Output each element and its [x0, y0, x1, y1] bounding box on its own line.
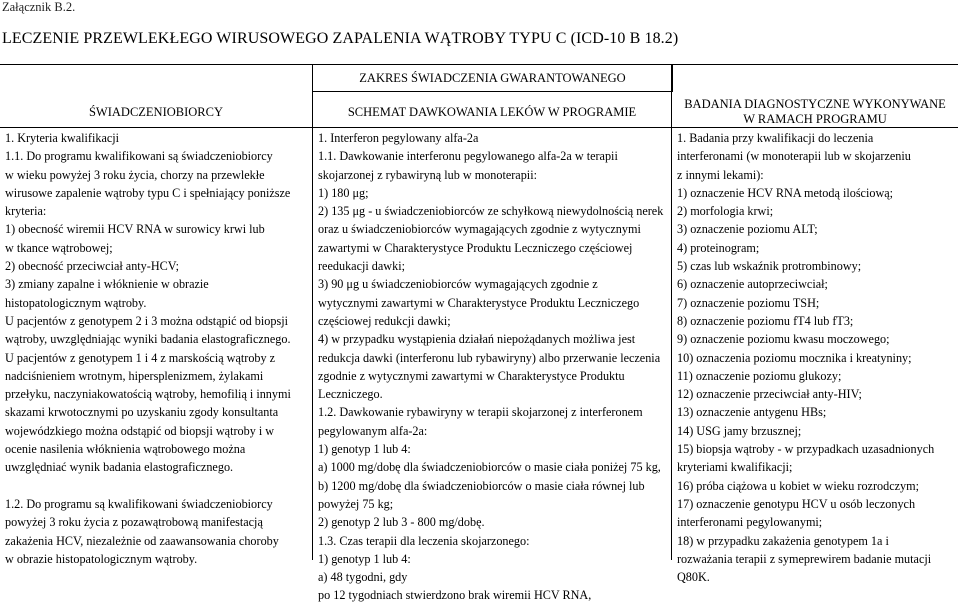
header-divider [0, 127, 958, 128]
dosing-text-line: Leczniczego. [318, 387, 383, 402]
dosing-text-line: wytycznymi zawartymi w Charakterystyce Produktu Leczniczego [318, 295, 640, 310]
dosing-text-line: 1) 180 μg; [318, 185, 369, 200]
dosing-text-line: a) 48 tygodni, gdy [318, 570, 408, 585]
dosing-text-line: 1) genotyp 1 lub 4: [318, 442, 411, 457]
diagnostics-text-line: 7) oznaczenie poziomu TSH; [677, 295, 820, 310]
dosing-text-line: b) 1200 mg/dobę dla świadczeniobiorców o masie ciała równej lub [318, 478, 645, 493]
dosing-text-line: 1.2. Dawkowanie rybawiryny w terapii skojarzonej z interferonem [318, 405, 643, 420]
beneficiaries-text-line: wirusowe zapalenie wątroby typu C i spełniający poniższe [5, 185, 291, 200]
beneficiaries-text-line: przełyku, naczyniakowatością wątroby, hemofilią i innymi [5, 387, 291, 402]
beneficiaries-text-line: 2) obecność przeciwciał anty-HCV; [5, 259, 180, 274]
dosing-text-line: oraz u świadczeniobiorców wymagających zgodnie z wytycznymi [318, 222, 641, 237]
dosing-text-line: 1. Interferon pegylowany alfa-2a [318, 131, 479, 145]
dosing-schedule [318, 129, 670, 605]
diagnostics-text-line: 11) oznaczenie poziomu glukozy; [677, 368, 842, 383]
diagnostic-tests [677, 129, 957, 586]
dosing-text-line: 2) genotyp 2 lub 3 - 800 mg/dobę. [318, 515, 485, 530]
col-header-beneficiaries: ŚWIADCZENIOBIORCY [88, 105, 224, 119]
diagnostics-text-line: 1) oznaczenie HCV RNA metodą ilościową; [677, 185, 894, 200]
beneficiaries-text-line: histopatologicznym wątroby. [5, 295, 147, 310]
beneficiaries-text-line: zakażenia HCV, niezależnie od zaawansowania choroby [5, 533, 279, 548]
document-title: LECZENIE PRZEWLEKŁEGO WIRUSOWEGO ZAPALENIA WĄTROBY TYPU C (ICD-10 B 18.2) [2, 30, 679, 47]
dosing-text-line: skojarzonej z rybawiryną lub w monoterapii: [318, 167, 537, 182]
dosing-text-line: 1.1. Dawkowanie interferonu pegylowanego alfa-2a w terapii [318, 149, 618, 164]
col-header-diagnostics [672, 97, 958, 127]
dosing-text-line: 2) 135 μg - u świadczeniobiorców ze schyłkową niewydolnością nerek [318, 204, 664, 219]
beneficiaries-text-line: wątroby, uwzględniając wyniki badania elastograficznego. [5, 332, 291, 347]
beneficiaries-text-line: kryteria: [5, 204, 47, 219]
diagnostics-text-line: 1. Badania przy kwalifikacji do leczenia [677, 131, 874, 145]
dosing-text-line: częściowej redukcji dawki; [318, 313, 451, 328]
annex-label: Załącznik B.2. [2, 0, 76, 14]
diagnostics-text-line: Q80K. [677, 570, 710, 585]
diagnostics-text-line: z innymi lekami): [677, 167, 764, 182]
beneficiaries-text-line: powyżej 3 roku życia z pozawątrobową manifestacją [5, 515, 263, 530]
diagnostics-text-line: 4) proteinogram; [677, 240, 760, 255]
beneficiaries-text-line: U pacjentów z genotypem 1 i 4 z marskością wątroby z [5, 350, 276, 365]
beneficiaries-text-line: 1) obecność wiremii HCV RNA w surowicy krwi lub [5, 222, 265, 237]
beneficiaries-text-line: nadciśnieniem wrotnym, hipersplenizmem, żylakami [5, 368, 264, 383]
beneficiaries-text-line: uwzględniać wynik badania elastograficznego. [5, 460, 234, 475]
diagnostics-text-line: 14) USG jamy brzusznej; [677, 423, 802, 438]
col-header-diagnostics-line1: BADANIA DIAGNOSTYCZNE WYKONYWANE [684, 97, 946, 111]
beneficiaries-text-line: skazami krwotocznymi po uzyskaniu zgody konsultanta [5, 405, 279, 420]
beneficiaries-text-line: w wieku powyżej 3 roku życia, chorzy na przewlekłe [5, 167, 265, 182]
column-divider [671, 65, 672, 560]
program-table [0, 64, 958, 603]
dosing-text-line: zawartymi w Charakterystyce Produktu Leczniczego częściowej [318, 240, 633, 255]
diagnostics-text-line: 10) oznaczenia poziomu mocznika i kreatyniny; [677, 350, 912, 365]
diagnostics-text-line: 17) oznaczenie genotypu HCV u osób leczonych [677, 496, 916, 511]
dosing-text-line: po 12 tygodniach stwierdzono brak wiremii HCV RNA, [318, 588, 592, 603]
diagnostics-text-line: rozważania terapii z symeprewirem badanie mutacji [677, 551, 932, 566]
diagnostics-text-line: 8) oznaczenie poziomu fT4 lub fT3; [677, 313, 854, 328]
diagnostics-text-line: 18) w przypadku zakażenia genotypem 1a i [677, 533, 889, 548]
diagnostics-text-line: 16) próba ciążowa u kobiet w wieku rozrodczym; [677, 478, 919, 493]
diagnostics-text-line: 6) oznaczenie autoprzeciwciał; [677, 277, 828, 292]
beneficiaries-text-line: ocenie nasilenia włóknienia wątrobowego można [5, 442, 246, 457]
diagnostics-text-line: 12) oznaczenie przeciwciał anty-HIV; [677, 387, 862, 402]
dosing-text-line: a) 1000 mg/dobę dla świadczeniobiorców o masie ciała poniżej 75 kg, [318, 460, 661, 475]
beneficiaries-text-line: U pacjentów z genotypem 2 i 3 można odstąpić od biopsji [5, 313, 288, 328]
diagnostics-text-line: interferonami pegylowanymi; [677, 515, 823, 530]
diagnostics-text-line: 3) oznaczenie poziomu ALT; [677, 222, 818, 237]
dosing-text-line: 1.3. Czas terapii dla leczenia skojarzonego: [318, 533, 530, 548]
beneficiaries-text-line: wojewódzkiego można odstąpić od biopsji wątroby i w [5, 423, 275, 438]
diagnostics-text-line: 15) biopsja wątroby - w przypadkach uzasadnionych [677, 442, 935, 457]
dosing-text-line: 4) w przypadku wystąpienia działań niepożądanych możliwa jest [318, 332, 636, 347]
beneficiaries-text-line: w obrazie histopatologicznym wątroby. [5, 551, 198, 566]
beneficiaries-text-line [5, 477, 310, 495]
beneficiaries-text-line: 1. Kryteria kwalifikacji [5, 131, 120, 145]
dosing-text-line: powyżej 75 kg; [318, 496, 394, 511]
dosing-text-line: redukcja dawki (interferonu lub rybawiryny) albo przerwanie leczenia [318, 350, 661, 365]
beneficiaries-criteria [5, 129, 310, 568]
dosing-text-line: zgodnie z wytycznymi zawartymi w Charakterystyce Produktu [318, 368, 625, 383]
dosing-text-line: 1) genotyp 1 lub 4: [318, 551, 411, 566]
beneficiaries-text-line: w tkance wątrobowej; [5, 240, 113, 255]
diagnostics-text-line: 2) morfologia krwi; [677, 204, 774, 219]
beneficiaries-text-line: 1.1. Do programu kwalifikowani są świadczeniobiorcy [5, 149, 273, 164]
diagnostics-text-line: 13) oznaczenie antygenu HBs; [677, 405, 827, 420]
col-header-dosing: SCHEMAT DAWKOWANIA LEKÓW W PROGRAMIE [347, 105, 637, 119]
beneficiaries-text-line: 3) zmiany zapalne i włóknienie w obrazie [5, 277, 209, 292]
diagnostics-text-line: kryteriami kwalifikacji; [677, 460, 793, 475]
dosing-text-line: pegylowanym alfa-2a: [318, 423, 428, 438]
dosing-text-line: 3) 90 μg u świadczeniobiorców wymagających zgodnie z [318, 277, 598, 292]
diagnostics-text-line: 5) czas lub wskaźnik protrombinowy; [677, 259, 862, 274]
column-divider [312, 65, 313, 560]
diagnostics-text-line: 9) oznaczenie poziomu kwasu moczowego; [677, 332, 890, 347]
dosing-text-line: reedukacji dawki; [318, 259, 405, 274]
beneficiaries-text-line: 1.2. Do programu są kwalifikowani świadczeniobiorcy [5, 496, 273, 511]
diagnostics-text-line: interferonami (w monoterapii lub w skojarzeniu [677, 149, 911, 164]
col-header-diagnostics-line2: W RAMACH PROGRAMU [743, 112, 887, 126]
scope-header: ZAKRES ŚWIADCZENIA GWARANTOWANEGO [312, 65, 673, 92]
